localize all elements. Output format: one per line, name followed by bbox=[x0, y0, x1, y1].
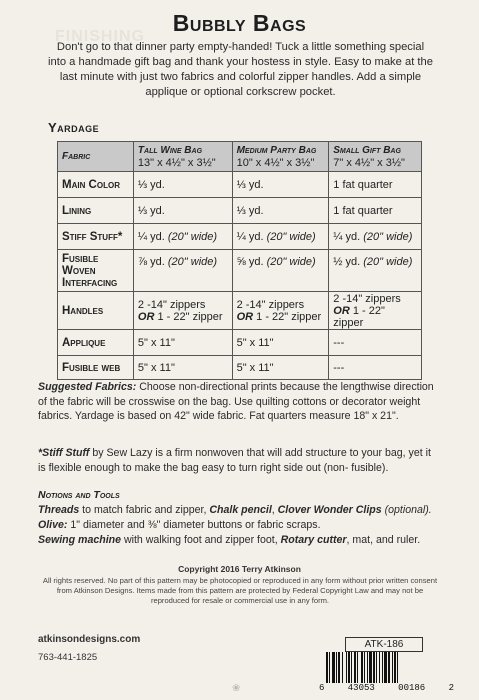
table-cell: --- bbox=[329, 330, 422, 356]
table-row bbox=[58, 198, 422, 224]
phone-number: 763-441-1825 bbox=[38, 652, 98, 663]
barcode-bar bbox=[354, 652, 356, 683]
notions-sewing-line: Sewing machine with walking foot and zipper foot, Rotary cutter, mat, and ruler. bbox=[38, 534, 421, 546]
table-cell: ⅓ yd. bbox=[232, 198, 329, 224]
barcode-bar bbox=[346, 652, 347, 683]
table-cell: ⅝ yd. (20" wide) bbox=[232, 250, 329, 292]
yardage-table bbox=[57, 141, 422, 380]
barcode-bar bbox=[373, 652, 375, 683]
col-header-medium-party-bag: Medium Party Bag 10" x 4½" x 3½" bbox=[232, 142, 329, 172]
barcode-bar bbox=[376, 652, 377, 683]
table-cell: 5" x 11" bbox=[133, 330, 232, 356]
table-cell: 1 fat quarter bbox=[329, 198, 422, 224]
barcode-bar bbox=[364, 652, 365, 683]
row-label: Stiff Stuff* bbox=[58, 224, 134, 250]
barcode-bar bbox=[394, 652, 396, 683]
barcode-bar bbox=[379, 652, 380, 683]
barcode-bar bbox=[338, 652, 340, 683]
barcode-bar bbox=[392, 652, 393, 683]
table-cell: ⅓ yd. bbox=[133, 198, 232, 224]
bleed-through-text: FINISHING bbox=[55, 28, 145, 45]
centerfold-mark: ❀ bbox=[232, 683, 241, 694]
rights-notice: All rights reserved. No part of this pattern may be photocopied or reproduced in any form without prior written consent from Atkinson Designs. Items made from this pattern are protected by Federal Copyright Law and may not be reproduced for resale or commercial use in any form. bbox=[42, 576, 438, 605]
table-cell: 2 -14" zippers OR 1 - 22" zipper bbox=[329, 292, 422, 330]
stiff-stuff-note: *Stiff Stuff by Sew Lazy is a firm nonwoven that will add structure to your bag, yet it is flexible enough to make the bag easy to turn right side out (non- fusible). bbox=[38, 447, 431, 474]
barcode-digits: 6 43053 00186 2 bbox=[319, 683, 454, 693]
table-cell: 1 fat quarter bbox=[329, 172, 422, 198]
col-header-tall-wine-bag: Tall Wine Bag 13" x 4½" x 3½" bbox=[133, 142, 232, 172]
copyright-line: Copyright 2016 Terry Atkinson bbox=[178, 564, 301, 574]
barcode-bar bbox=[367, 652, 368, 683]
table-cell: ½ yd. (20" wide) bbox=[329, 250, 422, 292]
table-row bbox=[58, 172, 422, 198]
table-cell: ⅓ yd. bbox=[133, 172, 232, 198]
barcode-bar bbox=[351, 652, 352, 683]
notions-olive-line: Olive: 1" diameter and ⅜" diameter buttons or fabric scraps. bbox=[38, 519, 321, 531]
table-cell: ¼ yd. (20" wide) bbox=[232, 224, 329, 250]
row-label: Fusible Woven Interfacing bbox=[58, 250, 134, 292]
table-row bbox=[58, 250, 422, 292]
notions-threads-line: Threads to match fabric and zipper, Chalk pencil, Clover Wonder Clips (optional). bbox=[38, 504, 432, 516]
table-row bbox=[58, 356, 422, 380]
col-header-fabric: Fabric bbox=[58, 142, 134, 172]
suggested-fabrics-paragraph: Suggested Fabrics: Choose non-directional prints because the lengthwise direction of the fabric will be crosswise on the bag. Use quilting cottons or decorator weight fabrics. Yardage is based on 42" wide fabric. Fat quarters measure 18" x 21". bbox=[38, 381, 434, 422]
barcode-bar bbox=[369, 652, 372, 683]
barcode-bar bbox=[384, 652, 387, 683]
intro-paragraph: Don't go to that dinner party empty-handed! Tuck a little something special into a handmade gift bag and thank your hostess in style. Easy to make at the last minute with just two fabrics and colorful zipper handles. Add a simple applique or optional corkscrew pocket. bbox=[48, 41, 433, 98]
table-cell: 5" x 11" bbox=[133, 356, 232, 380]
barcode-bar bbox=[336, 652, 337, 683]
table-cell: 5" x 11" bbox=[232, 330, 329, 356]
row-label: Fusible web bbox=[58, 356, 134, 380]
row-label: Handles bbox=[58, 292, 134, 330]
row-label: Main Color bbox=[58, 172, 134, 198]
barcode-bar bbox=[357, 652, 358, 683]
col-header-small-gift-bag: Small Gift Bag 7" x 4½" x 3½" bbox=[329, 142, 422, 172]
table-row bbox=[58, 224, 422, 250]
barcode-bar bbox=[348, 652, 350, 683]
barcode-bar bbox=[397, 652, 398, 683]
barcode-bar bbox=[382, 652, 383, 683]
table-cell: ¼ yd. (20" wide) bbox=[133, 224, 232, 250]
yardage-heading: Yardage bbox=[48, 120, 100, 135]
table-header-row bbox=[58, 142, 422, 172]
notions-heading: Notions and Tools bbox=[38, 489, 120, 501]
barcode-bar bbox=[342, 652, 343, 683]
barcode-bar bbox=[329, 652, 330, 683]
row-label: Lining bbox=[58, 198, 134, 224]
table-cell: ⅓ yd. bbox=[232, 172, 329, 198]
barcode-bar bbox=[361, 652, 363, 683]
table-cell: --- bbox=[329, 356, 422, 380]
website-text: atkinsondesigns.com bbox=[38, 634, 141, 645]
pattern-code-box: ATK-186 bbox=[345, 637, 423, 652]
table-cell: 2 -14" zippers OR 1 - 22" zipper bbox=[133, 292, 232, 330]
page-title: Bubbly Bags bbox=[172, 10, 307, 36]
barcode-bar bbox=[388, 652, 390, 683]
table-row bbox=[58, 330, 422, 356]
table-cell: 2 -14" zippers OR 1 - 22" zipper bbox=[232, 292, 329, 330]
table-row bbox=[58, 292, 422, 330]
table-cell: ¼ yd. (20" wide) bbox=[329, 224, 422, 250]
table-cell: 5" x 11" bbox=[232, 356, 329, 380]
barcode-bar bbox=[332, 652, 335, 683]
table-cell: ⅞ yd. (20" wide) bbox=[133, 250, 232, 292]
row-label: Applique bbox=[58, 330, 134, 356]
barcode-bar bbox=[326, 652, 328, 683]
